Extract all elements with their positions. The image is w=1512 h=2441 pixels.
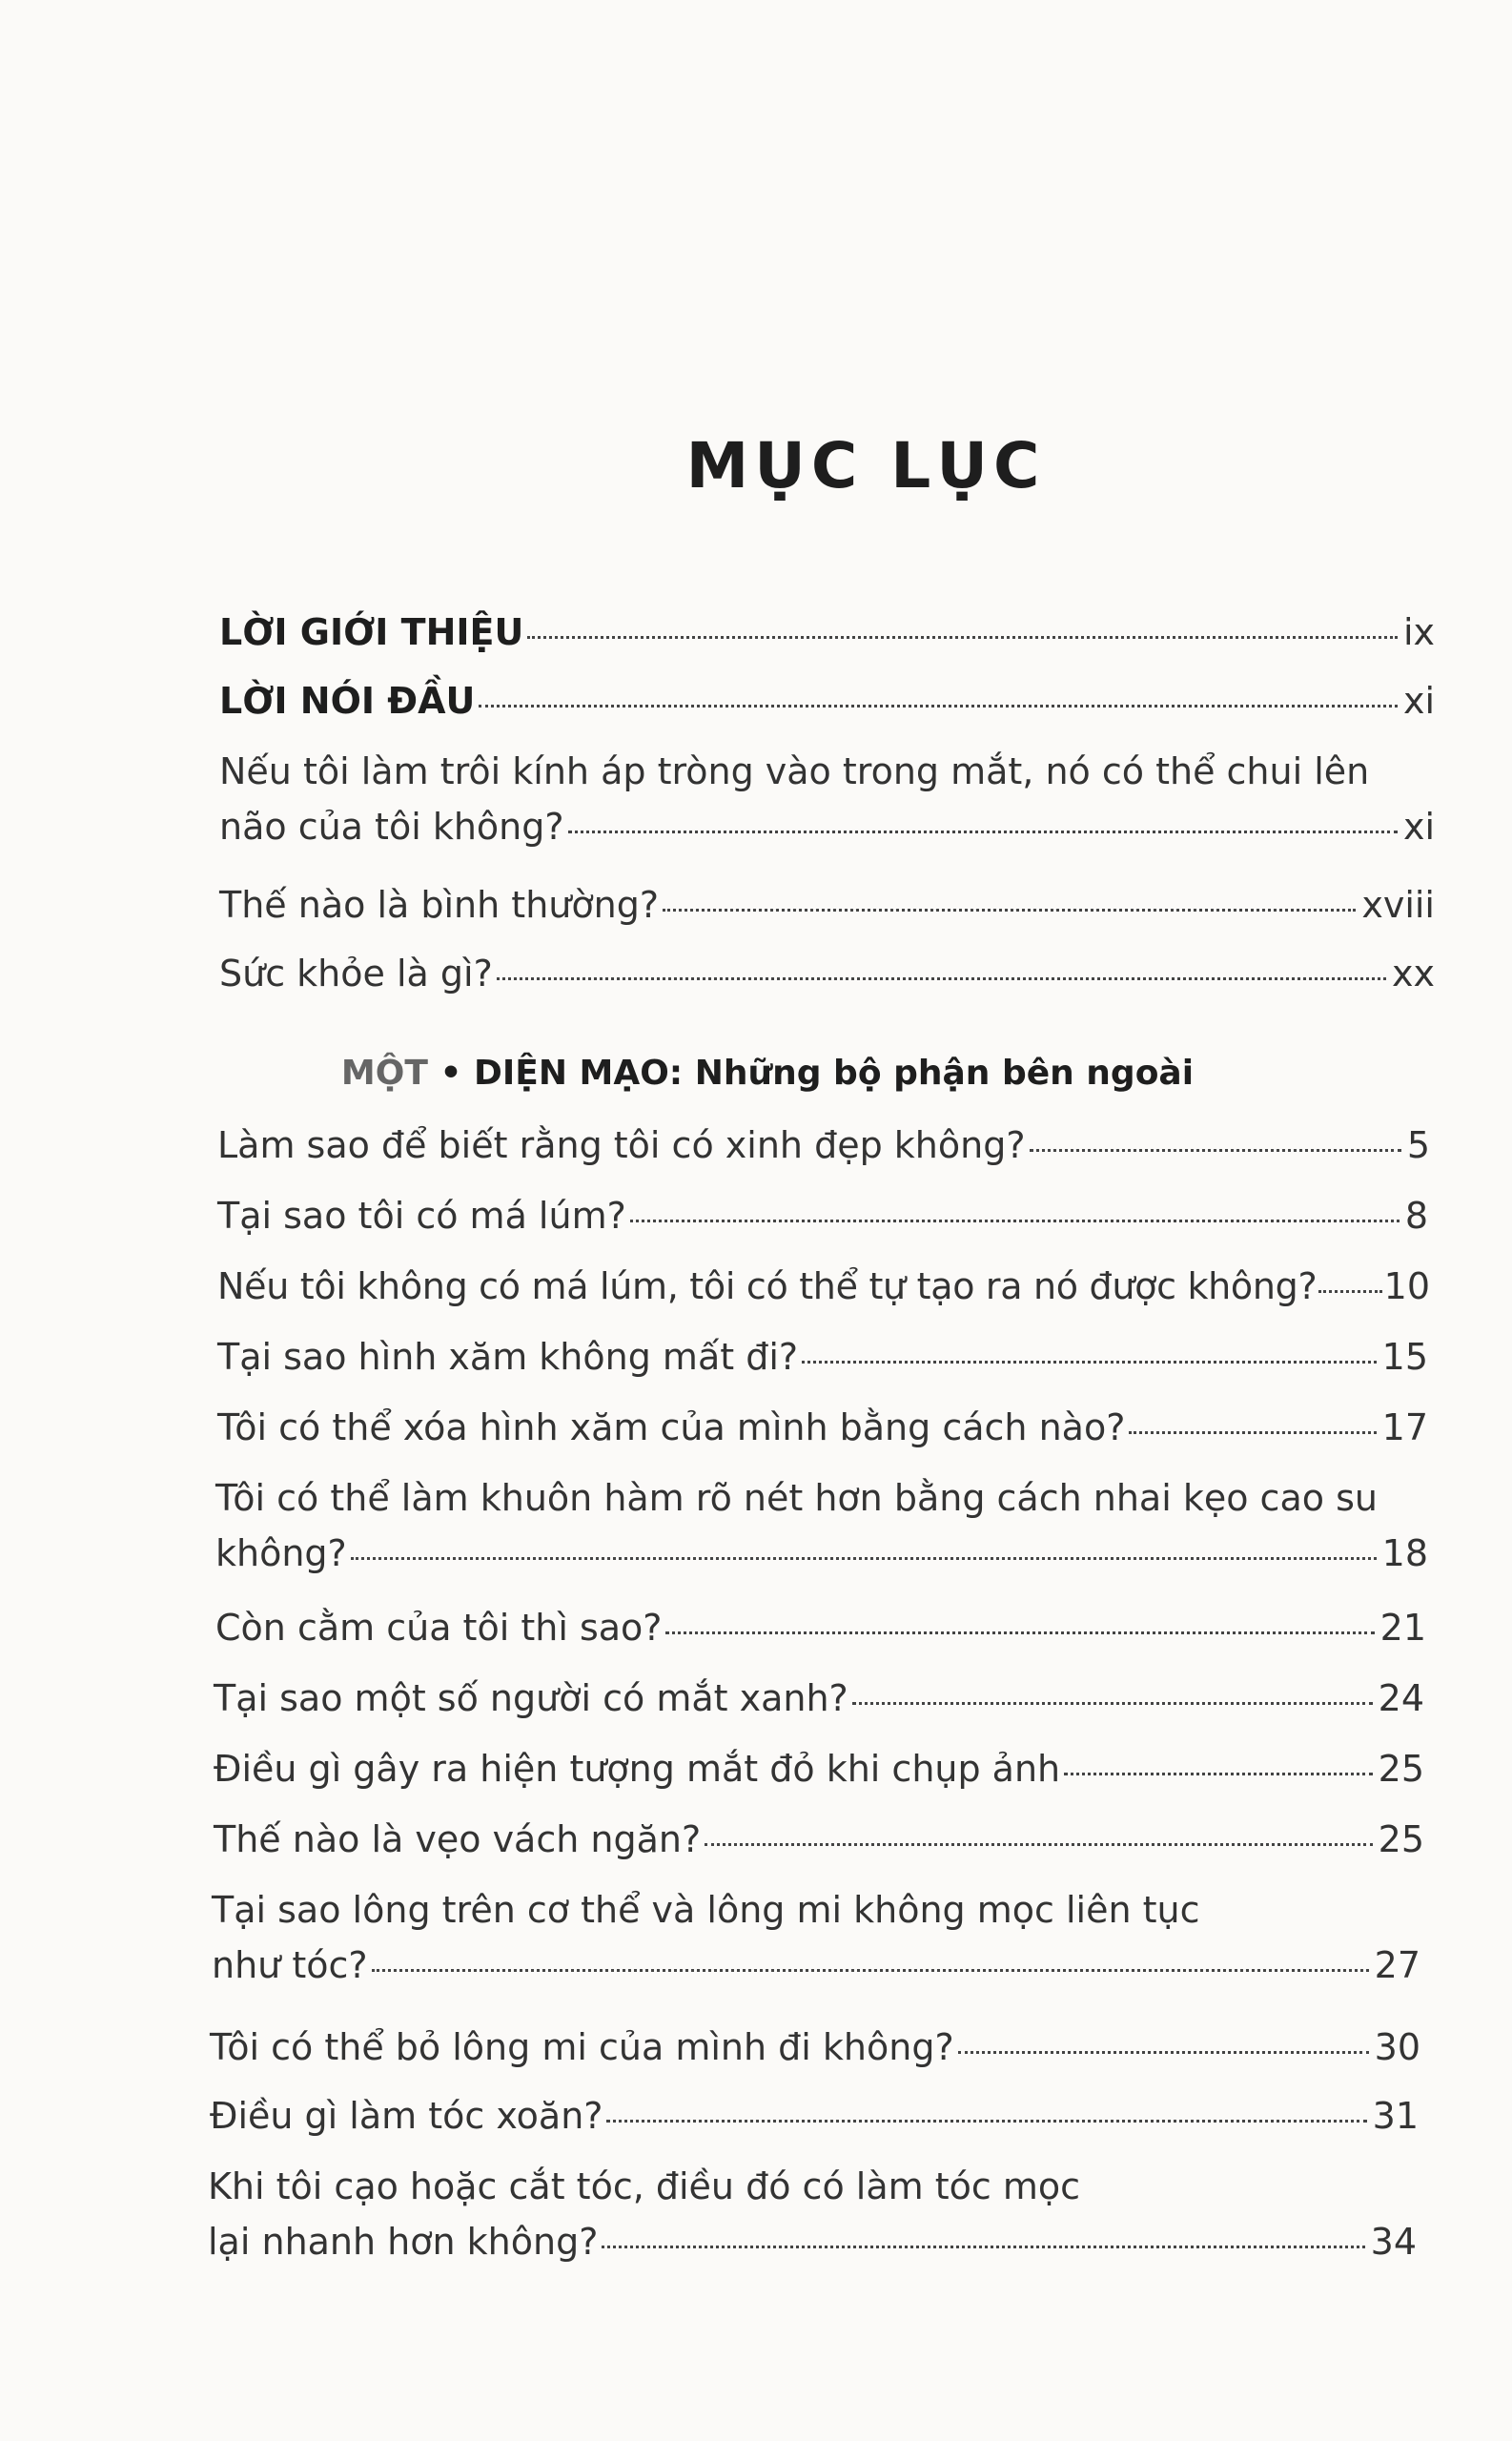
- toc-entry[interactable]: [217, 1265, 1430, 1307]
- toc-entry[interactable]: [217, 1336, 1428, 1378]
- dot-leader: [479, 705, 1398, 708]
- toc-entry-page: 21: [1379, 1607, 1426, 1649]
- toc-entry-page: 27: [1374, 1944, 1420, 1986]
- toc-entry-page: 15: [1381, 1336, 1428, 1378]
- toc-entry-title: Thế nào là vẹo vách ngăn?: [214, 1818, 702, 1860]
- section-name: DIỆN MẠO:: [473, 1054, 684, 1093]
- toc-entry[interactable]: [212, 1889, 1420, 1986]
- toc-entry[interactable]: [210, 2026, 1420, 2068]
- section-heading: [11, 1054, 1512, 1093]
- toc-entry-page: 8: [1404, 1195, 1428, 1237]
- toc-entry-title: Còn cằm của tôi thì sao?: [215, 1607, 663, 1649]
- dot-leader: [602, 2246, 1364, 2248]
- toc-entry[interactable]: [208, 2165, 1417, 2263]
- toc-entry-page: xi: [1402, 806, 1435, 848]
- toc-entry-page: 10: [1383, 1265, 1430, 1307]
- dot-leader: [568, 831, 1398, 833]
- toc-entry-page: 18: [1381, 1532, 1428, 1574]
- toc-entry-title-line1: Nếu tôi làm trôi kính áp tròng vào trong mắt, nó có thể chui lên: [219, 750, 1370, 792]
- toc-entry-title: Tại sao tôi có má lúm?: [217, 1195, 626, 1237]
- toc-entry-title: không?: [215, 1532, 347, 1574]
- toc-entry-title: Thế nào là bình thường?: [219, 884, 659, 926]
- dot-leader: [958, 2051, 1369, 2054]
- toc-entry[interactable]: [217, 1195, 1428, 1237]
- toc-entry-page: ix: [1402, 611, 1435, 653]
- toc-entry-page: 17: [1381, 1406, 1428, 1448]
- dot-leader: [663, 909, 1356, 912]
- toc-entry[interactable]: [214, 1677, 1424, 1719]
- section-number: MỘT: [340, 1054, 428, 1093]
- toc-entry-title-line1: Tôi có thể làm khuôn hàm rõ nét hơn bằng cách nhai kẹo cao su: [215, 1477, 1378, 1519]
- section-separator: •: [427, 1054, 474, 1093]
- page-title: MỤC LỤC: [685, 429, 1046, 503]
- toc-entry[interactable]: [214, 1818, 1424, 1860]
- toc-entry-title: lại nhanh hơn không?: [208, 2221, 599, 2263]
- toc-entry-health[interactable]: [219, 953, 1435, 995]
- toc-entry-title: Làm sao để biết rằng tôi có xinh đẹp không?: [217, 1124, 1026, 1166]
- dot-leader: [372, 1969, 1369, 1972]
- toc-entry-title-line1: Tại sao lông trên cơ thể và lông mi không mọc liên tục: [212, 1889, 1200, 1931]
- toc-entry[interactable]: [214, 1748, 1424, 1790]
- toc-entry-title: LỜI NÓI ĐẦU: [219, 680, 476, 722]
- toc-entry-page: 34: [1370, 2221, 1417, 2263]
- toc-entry-title: Tôi có thể bỏ lông mi của mình đi không?: [210, 2026, 954, 2068]
- dot-leader: [665, 1631, 1374, 1634]
- dot-leader: [351, 1557, 1377, 1560]
- toc-entry-page: xx: [1392, 953, 1435, 995]
- dot-leader: [1318, 1290, 1381, 1293]
- toc-entry-title: LỜI GIỚI THIỆU: [219, 611, 524, 653]
- toc-entry-page: 31: [1372, 2095, 1419, 2137]
- toc-entry-normal[interactable]: [219, 884, 1435, 926]
- toc-entry-page: 24: [1378, 1677, 1424, 1719]
- toc-entry-page: xi: [1402, 680, 1435, 722]
- dot-leader: [527, 636, 1398, 639]
- dot-leader: [606, 2120, 1366, 2123]
- toc-entry[interactable]: [217, 1124, 1430, 1166]
- toc-entry-title: như tóc?: [212, 1944, 368, 1986]
- toc-entry-title-line1: Khi tôi cạo hoặc cắt tóc, điều đó có làm tóc mọc: [208, 2165, 1080, 2207]
- toc-entry-contact-lens[interactable]: [219, 750, 1435, 848]
- dot-leader: [1129, 1431, 1376, 1434]
- toc-entry-title: Nếu tôi không có má lúm, tôi có thể tự tạo ra nó được không?: [217, 1265, 1318, 1307]
- dot-leader: [705, 1843, 1372, 1846]
- dot-leader: [497, 977, 1386, 980]
- toc-entry-page: 25: [1378, 1748, 1424, 1790]
- dot-leader: [802, 1361, 1377, 1364]
- toc-entry[interactable]: [215, 1477, 1428, 1574]
- dot-leader: [1030, 1149, 1401, 1152]
- toc-entry-page: 25: [1378, 1818, 1424, 1860]
- toc-entry-page: 30: [1374, 2026, 1420, 2068]
- toc-entry-title: Điều gì gây ra hiện tượng mắt đỏ khi chụp ảnh: [214, 1748, 1061, 1790]
- toc-entry-title: Sức khỏe là gì?: [219, 953, 493, 995]
- toc-entry-title: Điều gì làm tóc xoăn?: [210, 2095, 603, 2137]
- toc-entry-introduction[interactable]: [219, 611, 1435, 653]
- toc-entry[interactable]: [215, 1607, 1426, 1649]
- dot-leader: [630, 1220, 1400, 1222]
- toc-entry-title: não của tôi không?: [219, 806, 564, 848]
- toc-entry-title: Tại sao hình xăm không mất đi?: [217, 1336, 799, 1378]
- toc-entry-page: 5: [1406, 1124, 1430, 1166]
- dot-leader: [1064, 1773, 1373, 1775]
- toc-entry-preface[interactable]: [219, 680, 1435, 722]
- toc-entry-title: Tôi có thể xóa hình xăm của mình bằng cách nào?: [217, 1406, 1126, 1448]
- toc-entry-title: Tại sao một số người có mắt xanh?: [214, 1677, 848, 1719]
- toc-entry-page: xviii: [1361, 884, 1435, 926]
- section-subtitle: Những bộ phận bên ngoài: [683, 1054, 1195, 1093]
- toc-entry[interactable]: [210, 2095, 1419, 2137]
- toc-entry[interactable]: [217, 1406, 1428, 1448]
- dot-leader: [852, 1702, 1373, 1705]
